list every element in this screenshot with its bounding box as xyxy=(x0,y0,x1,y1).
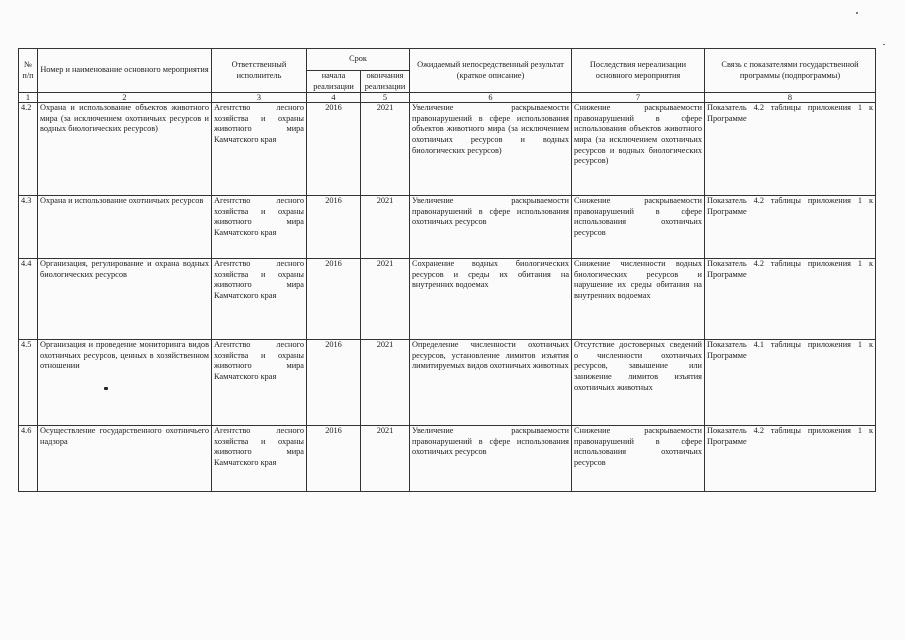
header-end: окончания реализации xyxy=(361,71,410,93)
responsible-executor: Агентство лесного хозяйства и охраны животного мира Камчатского края xyxy=(212,426,307,492)
column-number: 6 xyxy=(410,93,572,103)
start-year: 2016 xyxy=(307,259,361,340)
table-row xyxy=(19,426,876,492)
row-num: 4.6 xyxy=(19,426,38,492)
scan-speck xyxy=(883,44,885,45)
start-year: 2016 xyxy=(307,426,361,492)
table-header xyxy=(19,49,876,103)
column-number-row xyxy=(19,93,876,103)
column-number: 8 xyxy=(705,93,876,103)
row-num: 4.3 xyxy=(19,196,38,259)
column-number: 1 xyxy=(19,93,38,103)
header-responsible: Ответственный исполнитель xyxy=(212,49,307,93)
responsible-executor: Агентство лесного хозяйства и охраны животного мира Камчатского края xyxy=(212,103,307,196)
table-row xyxy=(19,259,876,340)
measure-name: Организация и проведение мониторинга видов охотничьих ресурсов, ценных в хозяйственном отношении xyxy=(38,340,212,426)
header-term: Срок xyxy=(307,49,410,71)
consequence: Снижение раскрываемости правонарушений в сфере использования охотничьих ресурсов xyxy=(572,426,705,492)
row-num: 4.5 xyxy=(19,340,38,426)
column-number: 3 xyxy=(212,93,307,103)
row-num: 4.2 xyxy=(19,103,38,196)
responsible-executor: Агентство лесного хозяйства и охраны животного мира Камчатского края xyxy=(212,196,307,259)
indicator-link: Показатель 4.1 таблицы приложения 1 к Программе xyxy=(705,340,876,426)
table-row xyxy=(19,196,876,259)
header-link: Связь с показателями государственной программы (подпрограммы) xyxy=(705,49,876,93)
start-year: 2016 xyxy=(307,196,361,259)
header-num: № п/п xyxy=(19,49,38,93)
header-name: Номер и наименование основного мероприятия xyxy=(38,49,212,93)
start-year: 2016 xyxy=(307,103,361,196)
expected-result: Увеличение раскрываемости правонарушений в сфере использования охотничьих ресурсов xyxy=(410,426,572,492)
end-year: 2021 xyxy=(361,196,410,259)
measure-name: Осуществление государственного охотничьего надзора xyxy=(38,426,212,492)
column-number: 7 xyxy=(572,93,705,103)
indicator-link: Показатель 4.2 таблицы приложения 1 к Программе xyxy=(705,196,876,259)
scan-speck xyxy=(856,12,858,14)
measure-name: Организация, регулирование и охрана водных биологических ресурсов xyxy=(38,259,212,340)
indicator-link: Показатель 4.2 таблицы приложения 1 к Программе xyxy=(705,426,876,492)
header-result: Ожидаемый непосредственный результат (краткое описание) xyxy=(410,49,572,93)
table-row xyxy=(19,103,876,196)
expected-result: Определение численности охотничьих ресурсов, установление лимитов изъятия лимитируемых видов охотничьих животных xyxy=(410,340,572,426)
measures-table xyxy=(18,48,876,492)
expected-result: Увеличение раскрываемости правонарушений в сфере использования объектов животного мира (за исключением охотничьих ресурсов и водных биологических ресурсов) xyxy=(410,103,572,196)
consequence: Снижение раскрываемости правонарушений в сфере использования охотничьих ресурсов xyxy=(572,196,705,259)
consequence: Отсутствие достоверных сведений о численности охотничьих ресурсов, завышение или занижение лимитов изъятия охотничьих животных xyxy=(572,340,705,426)
header-consequence: Последствия нереализации основного мероприятия xyxy=(572,49,705,93)
header-start: начала реализации xyxy=(307,71,361,93)
expected-result: Сохранение водных биологических ресурсов и среды их обитания на внутренних водоемах xyxy=(410,259,572,340)
responsible-executor: Агентство лесного хозяйства и охраны животного мира Камчатского края xyxy=(212,259,307,340)
consequence: Снижение численности водных биологических ресурсов и нарушение их среды обитания на внутренних водоемах xyxy=(572,259,705,340)
table-row xyxy=(19,340,876,426)
measure-name: Охрана и использование объектов животного мира (за исключением охотничьих ресурсов и водных биологических ресурсов) xyxy=(38,103,212,196)
end-year: 2021 xyxy=(361,426,410,492)
column-number: 2 xyxy=(38,93,212,103)
indicator-link: Показатель 4.2 таблицы приложения 1 к Программе xyxy=(705,259,876,340)
row-num: 4.4 xyxy=(19,259,38,340)
end-year: 2021 xyxy=(361,259,410,340)
end-year: 2021 xyxy=(361,340,410,426)
expected-result: Увеличение раскрываемости правонарушений в сфере использования охотничьих ресурсов xyxy=(410,196,572,259)
column-number: 4 xyxy=(307,93,361,103)
column-number: 5 xyxy=(361,93,410,103)
indicator-link: Показатель 4.2 таблицы приложения 1 к Программе xyxy=(705,103,876,196)
consequence: Снижение раскрываемости правонарушений в сфере использования объектов животного мира (за исключением охотничьих ресурсов и водных биологических ресурсов) xyxy=(572,103,705,196)
end-year: 2021 xyxy=(361,103,410,196)
measure-name: Охрана и использование охотничьих ресурсов xyxy=(38,196,212,259)
responsible-executor: Агентство лесного хозяйства и охраны животного мира Камчатского края xyxy=(212,340,307,426)
start-year: 2016 xyxy=(307,340,361,426)
